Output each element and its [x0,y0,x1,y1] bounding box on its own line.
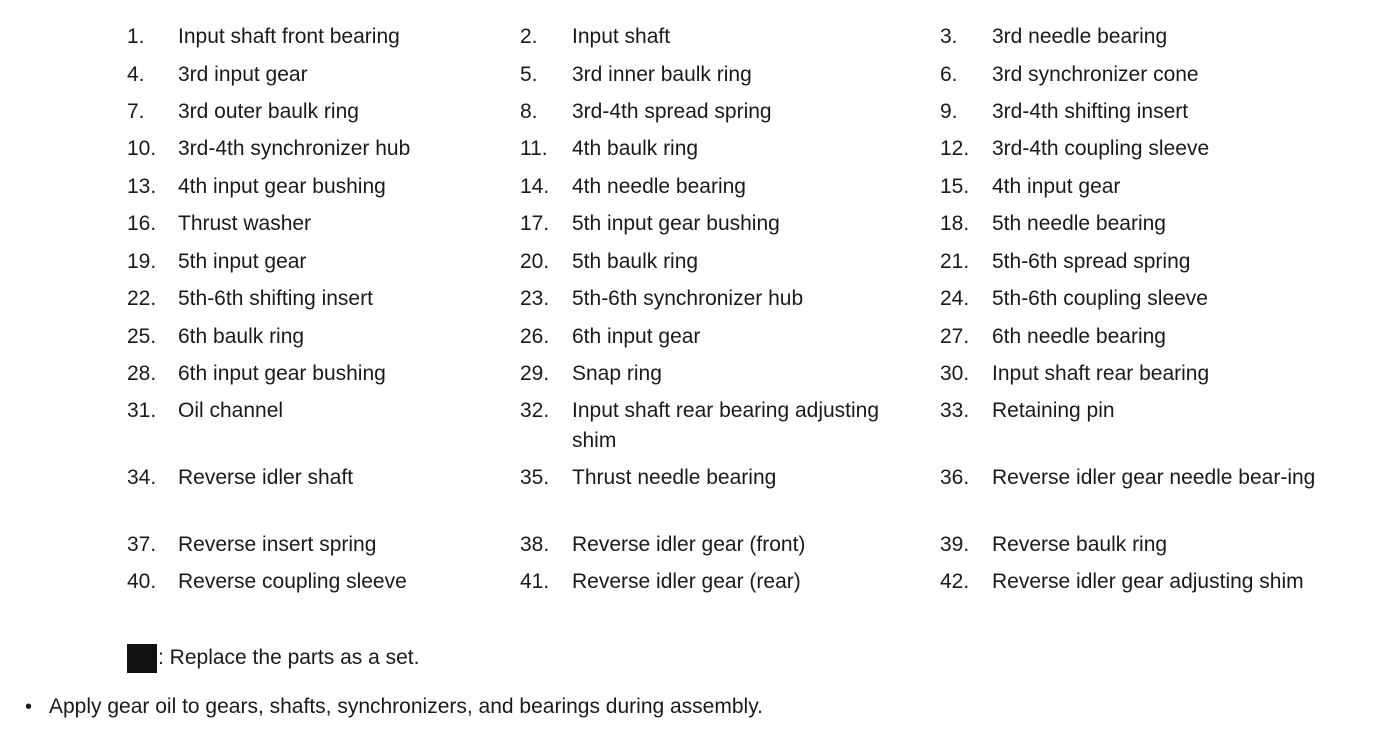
part-item [520,60,922,90]
part-item [940,134,1332,164]
part-label: Retaining pin [992,399,1115,422]
part-label: Reverse baulk ring [992,533,1168,556]
part-item [520,22,922,52]
part-item [940,172,1332,202]
part-number: 39. [940,533,970,556]
part-label: Input shaft rear bearing [992,362,1210,385]
part-number: 10. [127,137,157,160]
part-number: 6. [940,63,958,86]
part-item [940,247,1332,277]
part-label: Reverse idler shaft [178,466,354,489]
part-label: 3rd-4th shifting insert [992,100,1189,123]
part-label: 3rd-4th coupling sleeve [992,137,1210,160]
part-item [127,209,508,239]
part-item [127,172,508,202]
part-number: 13. [127,175,157,198]
part-number: 26. [520,325,550,348]
part-label: 3rd input gear [178,63,308,86]
part-number: 32. [520,399,550,422]
part-item [940,359,1332,389]
part-number: 5. [520,63,538,86]
part-label: 5th-6th spread spring [992,250,1191,273]
part-item [520,463,922,493]
part-label: 6th baulk ring [178,325,305,348]
part-label: Input shaft front bearing [178,25,400,48]
part-number: 28. [127,362,157,385]
part-label: 5th-6th coupling sleeve [992,287,1208,310]
part-label: 3rd-4th spread spring [572,100,772,123]
part-label: Reverse idler gear needle bear-ing [992,466,1316,489]
part-item [520,209,922,239]
part-label: 5th baulk ring [572,250,699,273]
part-item [127,97,508,127]
part-label: Oil channel [178,399,284,422]
part-number: 19. [127,250,157,273]
assembly-note [25,692,763,722]
part-number: 34. [127,466,157,489]
part-number: 25. [127,325,157,348]
part-number: 17. [520,212,550,235]
part-label: 4th input gear [992,175,1121,198]
part-number: 15. [940,175,970,198]
part-number: 40. [127,570,157,593]
part-label: 3rd-4th synchronizer hub [178,137,411,160]
part-item [127,284,508,314]
part-label: Input shaft rear bearing adjusting shim [572,399,880,452]
part-number: 16. [127,212,157,235]
part-item [127,567,508,597]
part-number: 24. [940,287,970,310]
part-item [940,97,1332,127]
part-item [520,359,922,389]
part-label: 5th needle bearing [992,212,1166,235]
part-label: 4th needle bearing [572,175,746,198]
part-label: 5th input gear bushing [572,212,780,235]
part-number: 41. [520,570,550,593]
part-item [940,567,1332,597]
part-label: Snap ring [572,362,662,385]
replace-set-text: : Replace the parts as a set. [158,646,420,669]
part-number: 20. [520,250,550,273]
bullet-icon: • [25,696,33,718]
part-number: 37. [127,533,157,556]
part-item [127,247,508,277]
part-number: 27. [940,325,970,348]
part-label: 3rd outer baulk ring [178,100,359,123]
part-item [520,322,922,352]
part-label: Thrust washer [178,212,312,235]
part-label: 5th-6th synchronizer hub [572,287,804,310]
part-label: Reverse idler gear adjusting shim [992,570,1304,593]
part-label: Reverse idler gear (front) [572,533,806,556]
part-item [520,530,922,560]
set-marker-icon [127,644,157,673]
part-number: 36. [940,466,970,489]
part-item [127,322,508,352]
part-item [940,322,1332,352]
part-number: 22. [127,287,157,310]
part-number: 23. [520,287,550,310]
part-item [940,530,1332,560]
part-number: 7. [127,100,145,123]
part-item [520,396,922,456]
part-number: 21. [940,250,970,273]
part-label: Input shaft [572,25,671,48]
part-number: 29. [520,362,550,385]
part-item [520,567,922,597]
part-item [940,209,1332,239]
part-number: 18. [940,212,970,235]
part-label: 4th input gear bushing [178,175,386,198]
part-number: 1. [127,25,145,48]
part-label: 6th input gear [572,325,701,348]
part-number: 30. [940,362,970,385]
part-number: 14. [520,175,550,198]
part-item [940,60,1332,90]
part-number: 2. [520,25,538,48]
part-label: 6th needle bearing [992,325,1166,348]
part-item [940,284,1332,314]
part-number: 42. [940,570,970,593]
part-item [127,60,508,90]
part-label: Reverse insert spring [178,533,377,556]
part-item [520,247,922,277]
part-label: Reverse idler gear (rear) [572,570,801,593]
part-label: 4th baulk ring [572,137,699,160]
part-number: 33. [940,399,970,422]
part-number: 9. [940,100,958,123]
part-item [520,284,922,314]
part-number: 38. [520,533,550,556]
assembly-note-text: Apply gear oil to gears, shafts, synchronizers, and bearings during assembly. [49,695,763,718]
part-label: 3rd synchronizer cone [992,63,1199,86]
part-label: 5th input gear [178,250,307,273]
part-item [940,463,1332,493]
part-label: 3rd inner baulk ring [572,63,752,86]
part-item [940,396,1332,426]
part-item [127,359,508,389]
part-number: 3. [940,25,958,48]
part-label: 5th-6th shifting insert [178,287,373,310]
part-item [127,396,508,426]
replace-set-note [127,643,419,673]
part-label: 6th input gear bushing [178,362,386,385]
part-item [520,172,922,202]
part-number: 31. [127,399,157,422]
part-item [127,22,508,52]
part-item [127,530,508,560]
part-number: 11. [520,137,548,160]
part-item [940,22,1332,52]
part-label: Thrust needle bearing [572,466,777,489]
part-item [520,134,922,164]
part-number: 8. [520,100,538,123]
part-item [127,463,508,493]
part-number: 35. [520,466,550,489]
part-item [520,97,922,127]
part-number: 12. [940,137,970,160]
part-number: 4. [127,63,145,86]
part-label: Reverse coupling sleeve [178,570,407,593]
part-label: 3rd needle bearing [992,25,1168,48]
part-item [127,134,508,164]
